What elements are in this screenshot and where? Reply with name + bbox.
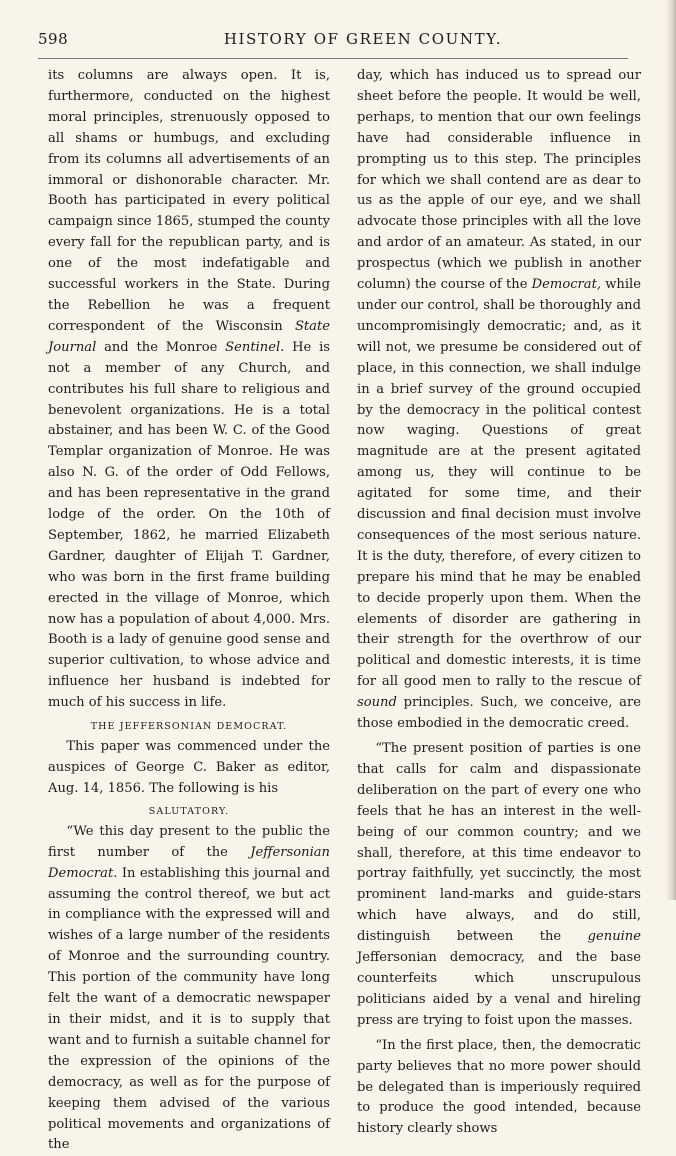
italic-title: Democrat, — [531, 277, 602, 293]
right-column — [357, 66, 641, 1140]
page-number: 598 — [38, 30, 69, 48]
book-spine-edge — [667, 0, 676, 900]
running-title: HISTORY OF GREEN COUNTY. — [223, 30, 503, 48]
italic-word: sound — [357, 695, 397, 711]
left-column — [48, 66, 330, 1156]
italic-word: genuine — [587, 929, 641, 945]
italic-title: State Journal — [48, 318, 330, 355]
paragraph-salutatory-start: “We this day present to the public the first number of the Jeffersonian Democrat. In establishing this journal and assuming the control thereof, we but act in compliance with the expressed will and wishes of a large number of the residents of Monroe and the surrounding country. This portion of the community have long felt the want of a democratic newspaper in their midst, and it is to supply that want and to furnish a suitable channel for the expression of the opinions of the democracy, as well as for the purpose of keeping them advised of the various political movements and organizations of the — [48, 823, 330, 1153]
section-heading-jeffersonian-democrat: THE JEFFERSONIAN DEMOCRAT. — [90, 721, 288, 733]
paragraph-booth-biography: its columns are always open. It is, furthermore, conducted on the highest moral principles, strenuously opposed to all shams or humbugs, and excluding from its columns all advertisements of an immoral or dishonorable character. Mr. Booth has participated in every political campaign since 1865, stumped the county every fall for the republican party, and is one of the most indefatigable and successful workers in the State. During the Rebellion he was a frequent correspondent of the Wisconsin State Journal and the Monroe Sentinel. He is not a member of any Church, and contributes his full share to religious and benevolent organizations. He is a total abstainer, and has been W. C. of the Good Templar organization of Monroe. He was also N. G. of the order of Odd Fellows, and has been representative in the grand lodge of the order. On the 10th of September, 1862, he married Elizabeth Gardner, daughter of Elijah T. Gardner, who was born in the first frame building erected in the village of Monroe, which now has a population of about 4,000. Mrs. Booth is a lady of genuine good sense and superior cultivation, to whose advice and influence her husband is indebted for much of his success in life. — [48, 68, 330, 711]
paragraph-paper-commenced: This paper was commenced under the auspices of George C. Baker as editor, Aug. 14, 1856. The following is his — [48, 739, 330, 796]
section-heading-salutatory: SALUTATORY. — [148, 805, 230, 817]
paragraph-present-position: “The present position of parties is one that calls for calm and dispassionate deliberation on the part of every one who feels that he has an interest in the well-being of our common country; and we shall, therefore, at this time endeavor to portray faithfully, yet succinctly, the most prominent land-marks and guide-stars which have always, and do still, distinguish between the genuine Jeffersonian democracy, and the base counterfeits which unscrupulous politicians aided by a venal and hireling press are trying to foist upon the masses. — [357, 741, 641, 1028]
page-header — [38, 30, 628, 50]
paragraph-first-place: “In the first place, then, the democratic party believes that no more power should be delegated than is imperiously required to produce the good intended, because history clearly shows — [357, 1037, 641, 1137]
paragraph-salutatory-continued: day, which has induced us to spread our sheet before the people. It would be well, perhaps, to mention that our own feelings have had considerable influence in prompting us to this step. The principles for which we shall contend are as dear to us as the apple of our eye, and we shall advocate those principles with all the love and ardor of an amateur. As stated, in our prospectus (which we publish in another column) the course of the Democrat, while under our control, shall be thoroughly and uncompromisingly democratic; and, as it will not, we presume be considered out of place, in this connection, we shall indulge in a brief survey of the ground occupied by the democracy in the political contest now waging. Questions of great magnitude are at the present agitated among us, they will continue to be agitated for some time, and their discussion and final decision must involve consequences of the most serious nature. It is the duty, therefore, of every citizen to prepare his mind that he may be enabled to decide properly upon them. When the elements of disorder are gathering in their strength for the overthrow of our political and domestic interests, it is time for all good men to rally to the rescue of sound principles. Such, we conceive, are those embodied in the democratic creed. — [357, 68, 641, 732]
header-rule — [38, 58, 628, 59]
italic-title: Sentinel. — [225, 339, 285, 355]
italic-title: Jeffersonian Democrat. — [48, 844, 330, 881]
